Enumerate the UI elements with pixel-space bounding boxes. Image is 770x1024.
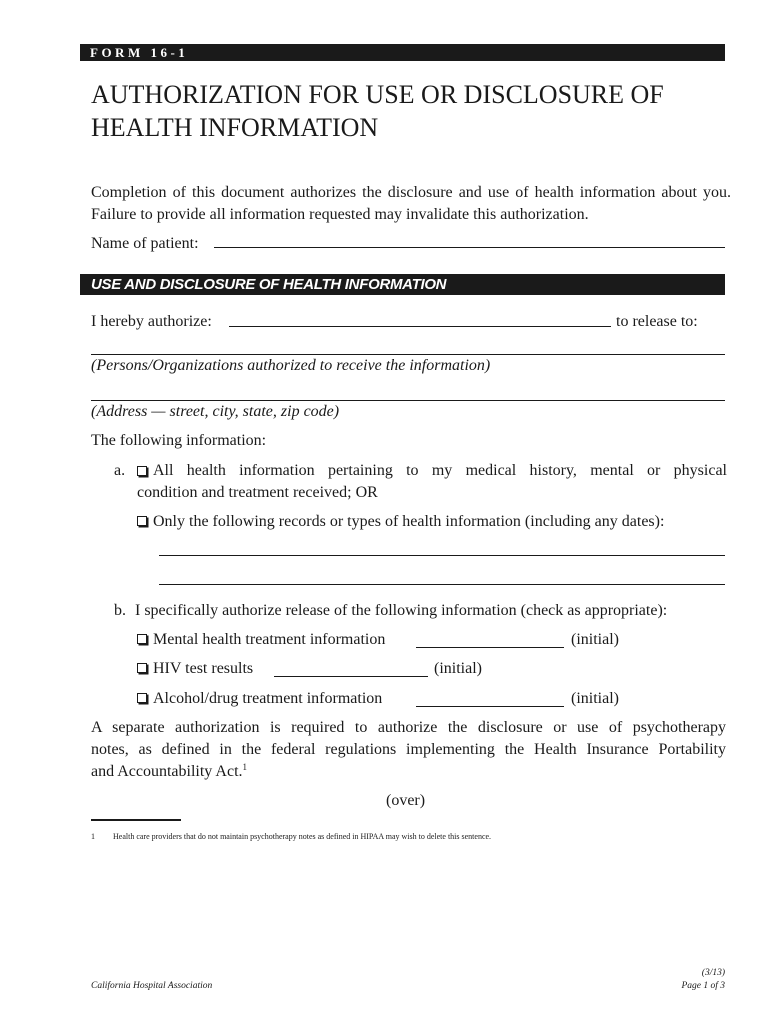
mental-health-initial-label: (initial) <box>571 631 619 648</box>
only-following-label: Only the following records or types of health information (including any dates): <box>153 513 665 530</box>
psychotherapy-note-line3 <box>91 761 247 783</box>
only-following-checkbox[interactable] <box>137 516 147 526</box>
following-info-label: The following information: <box>91 432 267 449</box>
footnote-number: 1 <box>91 832 95 841</box>
authorize-label: I hereby authorize: <box>91 313 212 330</box>
item-a-option-all <box>137 460 727 482</box>
alcohol-drug-label: Alcohol/drug treatment information <box>153 690 383 707</box>
records-field-2[interactable] <box>159 584 725 585</box>
footnote-divider <box>91 819 181 821</box>
hiv-option <box>137 658 253 680</box>
hiv-checkbox[interactable] <box>137 663 147 673</box>
item-a-marker: a. <box>114 462 126 479</box>
patient-name-field[interactable] <box>214 247 725 248</box>
psychotherapy-note-line2: notes, as defined in the federal regulations implementing the Health Insurance Portability <box>91 741 726 758</box>
alcohol-drug-checkbox[interactable] <box>137 693 147 703</box>
intro-text: Completion of this document authorizes the disclosure and use of health information about you. Failure to provide all information requested may invalidate this authorization. <box>91 184 731 223</box>
item-b-marker: b. <box>114 602 126 619</box>
authorize-field[interactable] <box>229 326 611 327</box>
form-label-bar: FORM 16-1 <box>80 44 725 61</box>
item-a-option-only <box>137 511 664 533</box>
over-label: (over) <box>386 792 426 809</box>
alcohol-drug-initial-field[interactable] <box>416 706 564 707</box>
alcohol-drug-option <box>137 688 382 710</box>
psychotherapy-note-line3-text: and Accountability Act. <box>91 763 243 780</box>
all-info-checkbox[interactable] <box>137 466 147 476</box>
hiv-initial-field[interactable] <box>274 676 428 677</box>
all-info-line1: All health information pertaining to my medical history, mental or physical <box>153 462 727 479</box>
all-info-line2: condition and treatment received; OR <box>137 484 378 501</box>
records-field-1[interactable] <box>159 555 725 556</box>
section-heading: USE AND DISCLOSURE OF HEALTH INFORMATION <box>80 274 725 295</box>
mental-health-checkbox[interactable] <box>137 634 147 644</box>
patient-name-label: Name of patient: <box>91 235 199 252</box>
hiv-label: HIV test results <box>153 660 254 677</box>
mental-health-label: Mental health treatment information <box>153 631 386 648</box>
mental-health-initial-field[interactable] <box>416 647 564 648</box>
release-to-label: to release to: <box>616 313 698 330</box>
footnote-text: Health care providers that do not maintain psychotherapy notes as defined in HIPAA may wish to delete this sentence. <box>113 832 492 841</box>
footer-revision: (3/13) <box>701 968 725 978</box>
footer-organization: California Hospital Association <box>91 981 213 991</box>
hiv-initial-label: (initial) <box>434 660 482 677</box>
mental-health-option <box>137 629 385 651</box>
persons-caption: (Persons/Organizations authorized to receive the information) <box>91 357 491 374</box>
alcohol-drug-initial-label: (initial) <box>571 690 619 707</box>
page-title: AUTHORIZATION FOR USE OR DISCLOSURE OF HEALTH INFORMATION <box>91 80 664 142</box>
psychotherapy-note-line1: A separate authorization is required to authorize the disclosure or use of psychotherapy <box>91 719 726 736</box>
item-b-text: I specifically authorize release of the following information (check as appropriate): <box>135 602 668 619</box>
footer-page-number: Page 1 of 3 <box>681 981 725 991</box>
footnote-reference: 1 <box>242 762 248 772</box>
address-caption: (Address — street, city, state, zip code) <box>91 403 340 420</box>
